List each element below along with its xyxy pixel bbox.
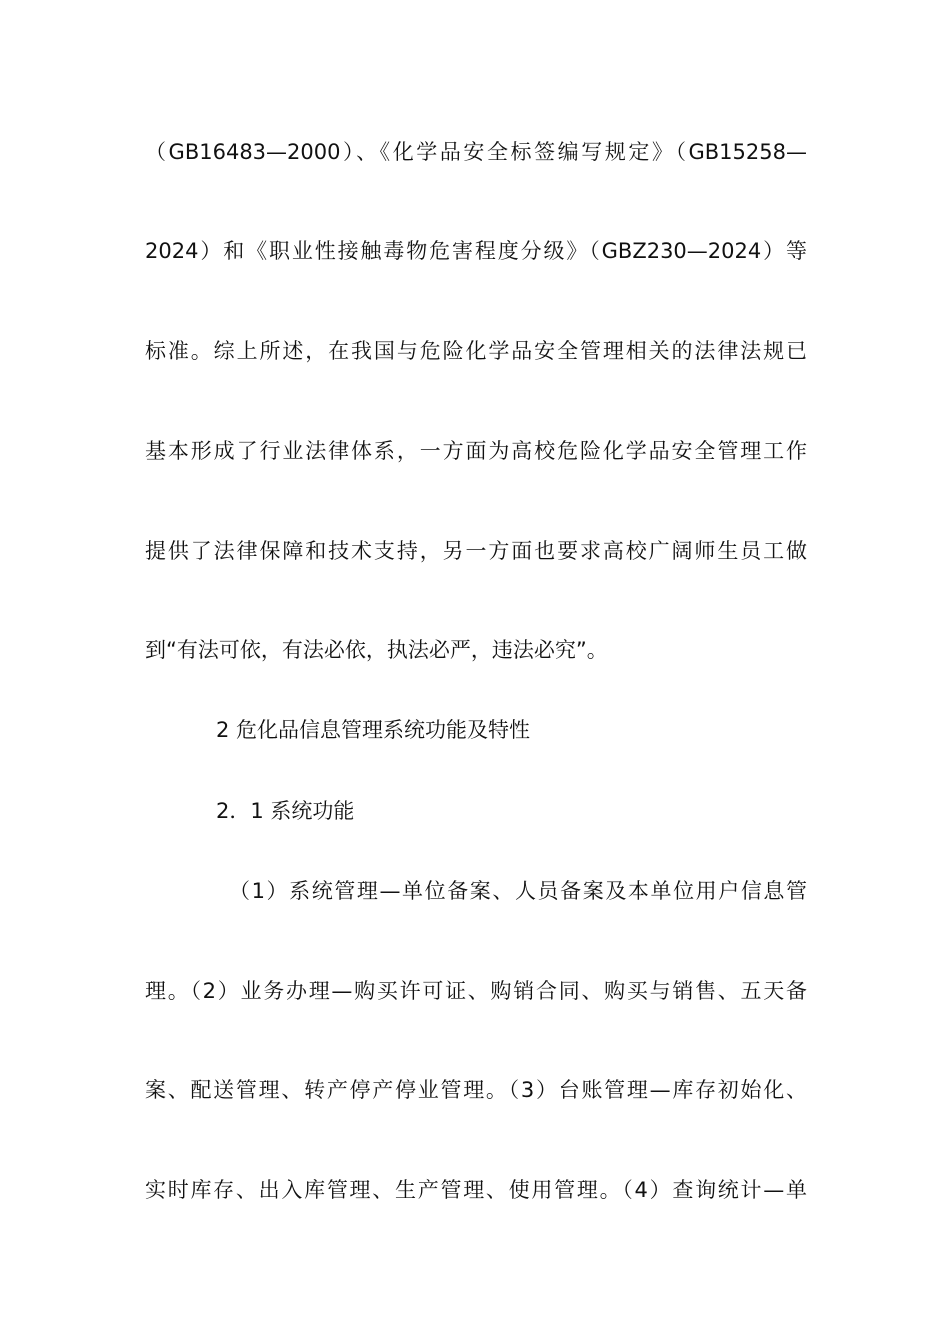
paragraph-line-5: 提供了法律保障和技术支持，另一方面也要求高校广阔师生员工做 — [145, 539, 807, 563]
paragraph2-line-2: 理。（2）业务办理—购买许可证、购销合同、购买与销售、五天备 — [145, 979, 807, 1003]
paragraph2-line-4: 实时库存、出入库管理、生产管理、使用管理。（4）查询统计—单 — [145, 1178, 807, 1202]
paragraph-line-1: （GB16483—2000）、《化学品安全标签编写规定》（GB15258— — [145, 140, 807, 164]
paragraph-line-6: 到“有法可依，有法必依，执法必严，违法必究”。 — [145, 638, 608, 662]
paragraph-line-3: 标准。综上所述，在我国与危险化学品安全管理相关的法律法规已 — [145, 339, 807, 363]
section-heading: 2 危化品信息管理系统功能及特性 — [216, 718, 531, 742]
paragraph-line-4: 基本形成了行业法律体系，一方面为高校危险化学品安全管理工作 — [145, 439, 807, 463]
paragraph-line-2: 2024）和《职业性接触毒物危害程度分级》（GBZ230—2024）等 — [145, 239, 807, 263]
subsection-heading: 2．1 系统功能 — [216, 799, 355, 823]
paragraph2-line-3: 案、配送管理、转产停产停业管理。（3）台账管理—库存初始化、 — [145, 1078, 807, 1102]
paragraph2-line-1: （1）系统管理—单位备案、人员备案及本单位用户信息管 — [229, 879, 807, 903]
